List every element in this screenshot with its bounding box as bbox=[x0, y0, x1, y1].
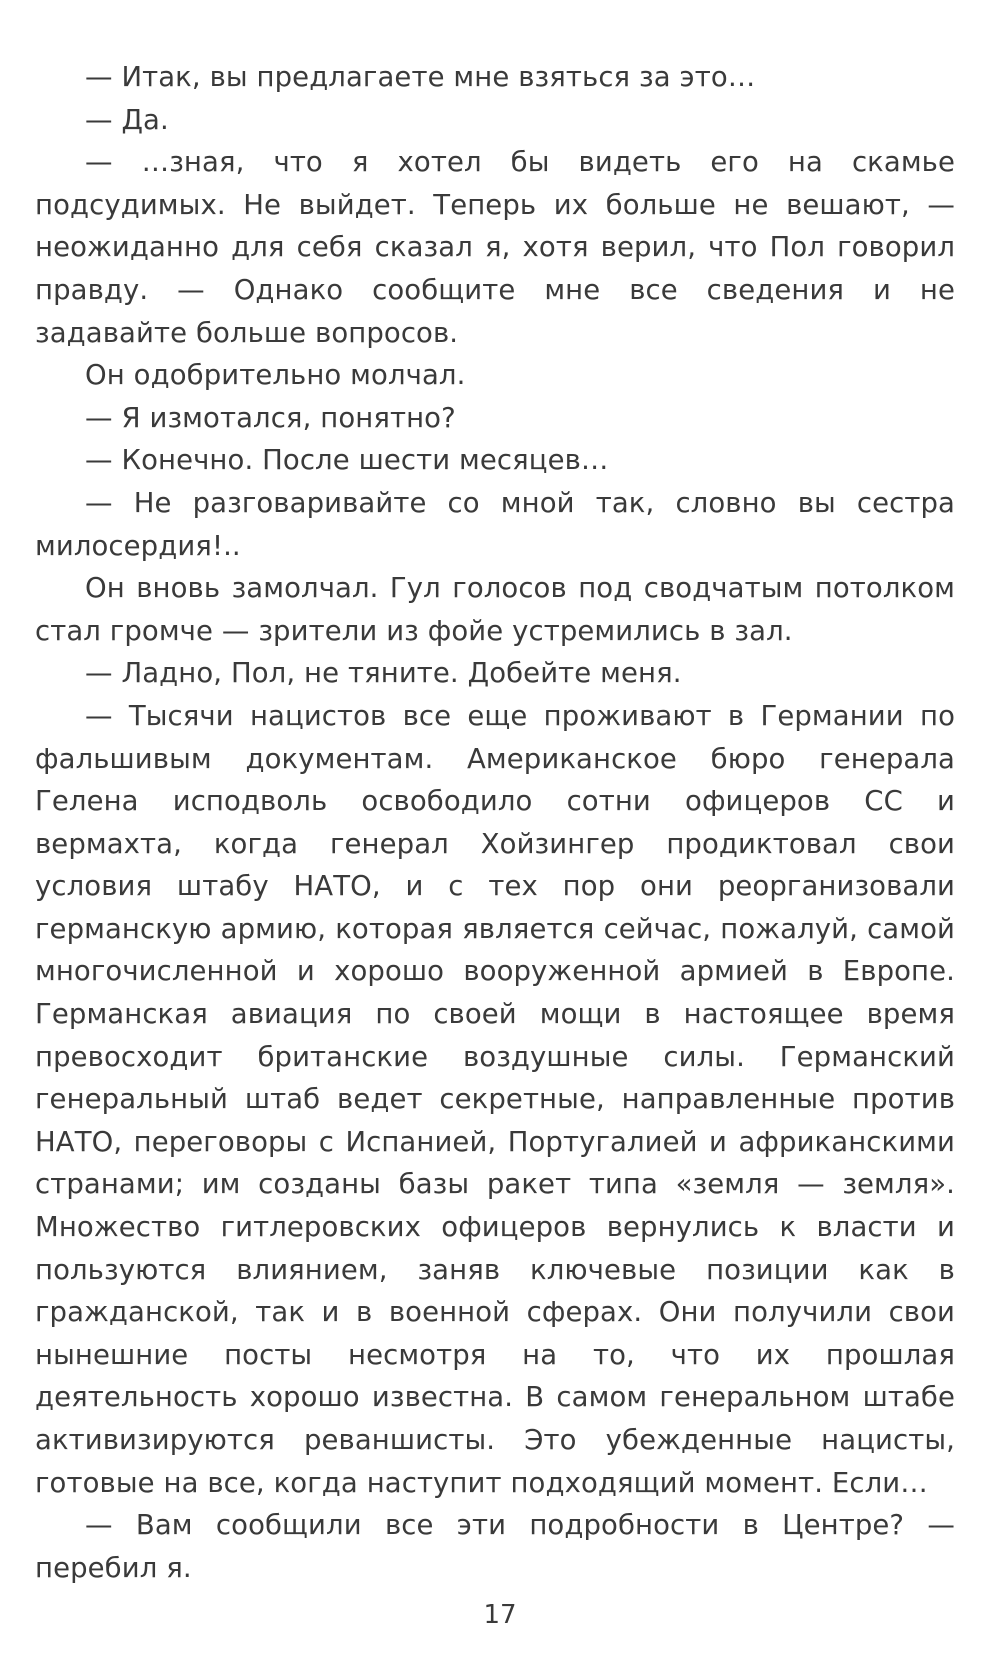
paragraph: — Я измотался, понятно? bbox=[85, 401, 456, 434]
paragraph: — Конечно. После шести месяцев… bbox=[85, 444, 609, 477]
paragraph: — Тысячи нацистов все еще проживают в Германии по фальшивым документам. Американское бюро генерала Гелена исподволь освободило сотни офицеров СС и вермахта, когда генерал Хойзингер продиктовал свои условия штабу НАТО, и с тех пор они реорганизовали германскую армию, которая является сейчас, пожалуй, самой многочисленной и хорошо вооруженной армией в Европе. Германская авиация по своей мощи в настоящее время превосходит британские воздушные силы. Германский генеральный штаб ведет секретные, направленные против НАТО, переговоры с Испанией, Португалией и африканскими странами; им созданы базы ракет типа «земля — земля». Множество гитлеровских офицеров вернулись к власти и пользуются влиянием, заняв ключевые позиции как в гражданской, так и в военной сферах. Они получили свои нынешние посты несмотря на то, что их прошлая деятельность хорошо известна. В самом генеральном штабе активизируются реваншисты. Это убежденные нацисты, готовые на все, когда наступит подходящий момент. Если… bbox=[35, 699, 955, 1499]
paragraph: Он вновь замолчал. Гул голосов под сводчатым потолком стал громче — зрители из фойе устремились в зал. bbox=[35, 572, 955, 647]
body-text bbox=[35, 56, 955, 1589]
paragraph: — Да. bbox=[85, 103, 169, 136]
paragraph: Он одобрительно молчал. bbox=[85, 359, 466, 392]
paragraph: — Ладно, Пол, не тяните. Добейте меня. bbox=[85, 657, 682, 690]
paragraph: — Вам сообщили все эти подробности в Центре? — перебил я. bbox=[35, 1509, 955, 1584]
paragraph: — Итак, вы предлагаете мне взяться за это… bbox=[85, 61, 756, 93]
paragraph: — …зная, что я хотел бы видеть его на скамье подсудимых. Не выйдет. Теперь их больше не вешают, — неожиданно для себя сказал я, хотя верил, что Пол говорил правду. — Однако сообщите мне все сведения и не задавайте больше вопросов. bbox=[35, 146, 955, 349]
paragraph: — Не разговаривайте со мной так, словно вы сестра милосердия!.. bbox=[35, 486, 955, 562]
page-number: 17 bbox=[483, 1600, 517, 1630]
